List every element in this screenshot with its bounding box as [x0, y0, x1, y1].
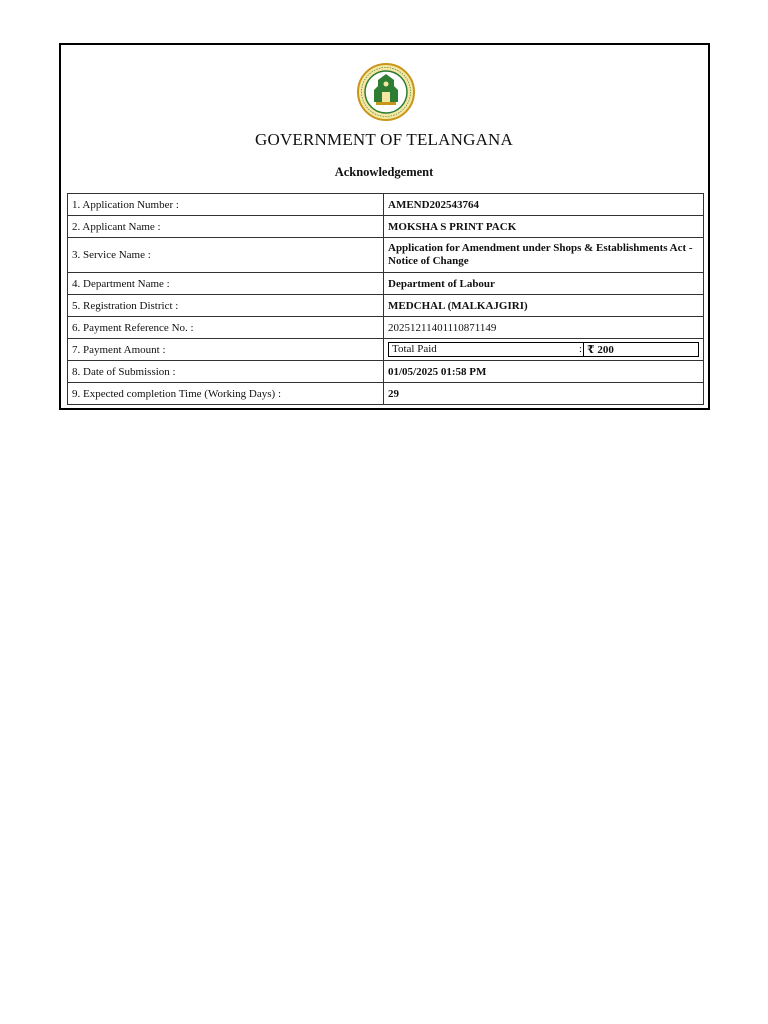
table-row: [68, 216, 704, 238]
payment-amount: ₹ 200: [587, 344, 614, 356]
government-title: GOVERNMENT OF TELANGANA: [254, 130, 514, 149]
row-label: 8. Date of Submission :: [68, 361, 384, 383]
payment-separator: :: [578, 343, 583, 355]
table-row: [68, 317, 704, 339]
expected-completion-days: 29: [384, 383, 704, 405]
payment-amount-cell: [384, 339, 704, 361]
table-row: [68, 238, 704, 273]
department-name: Department of Labour: [384, 273, 704, 295]
payment-box: [388, 342, 699, 357]
row-label: 5. Registration District :: [68, 295, 384, 317]
table-row: [68, 339, 704, 361]
applicant-name: MOKSHA S PRINT PACK: [384, 216, 704, 238]
table-row: [68, 295, 704, 317]
payment-reference: 20251211401110871149: [384, 317, 704, 339]
row-label: 7. Payment Amount :: [68, 339, 384, 361]
table-row: [68, 273, 704, 295]
application-number: AMEND202543764: [384, 194, 704, 216]
row-label: 2. Applicant Name :: [68, 216, 384, 238]
row-label: 6. Payment Reference No. :: [68, 317, 384, 339]
table-row: [68, 361, 704, 383]
total-paid-label: Total Paid: [392, 343, 437, 355]
table-row: [68, 194, 704, 216]
row-label: 3. Service Name :: [68, 238, 384, 273]
application-details-table: [67, 193, 704, 405]
row-label: 4. Department Name :: [68, 273, 384, 295]
table-row: [68, 383, 704, 405]
registration-district: MEDCHAL (MALKAJGIRI): [384, 295, 704, 317]
acknowledgement-title: Acknowledgement: [334, 165, 434, 179]
row-label: 1. Application Number :: [68, 194, 384, 216]
row-label: 9. Expected completion Time (Working Days) :: [68, 383, 384, 405]
service-name: Application for Amendment under Shops & Establishments Act - Notice of Change: [384, 238, 704, 273]
state-emblem-icon: [356, 62, 416, 122]
submission-date: 01/05/2025 01:58 PM: [384, 361, 704, 383]
